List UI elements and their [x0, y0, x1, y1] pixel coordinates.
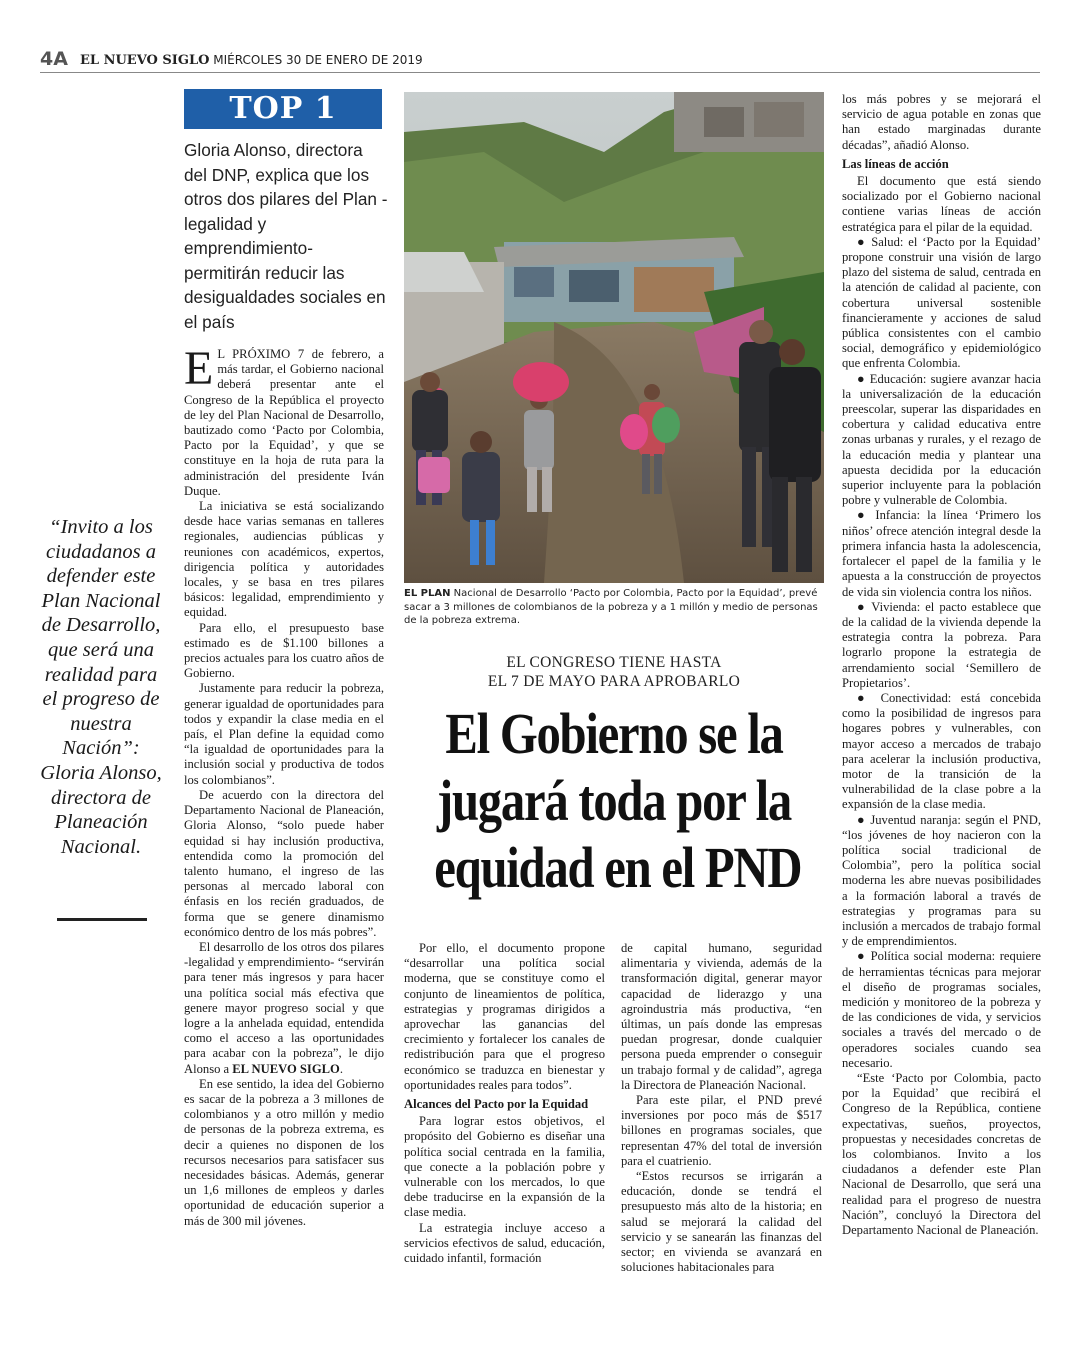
paragraph: Para ello, el presupuesto base estimado es de $1.100 billones a precios actuales para los cuatro años de Gobierno.: [184, 620, 384, 681]
bullet-item: ● Infancia: la línea ‘Primero los niños’ ofrece atención integral desde la primera infancia hasta la adolescencia, fortalecer el papel de la familia y le apuesta a la construcción de proyectos de vida sin violencia contra los niños.: [842, 508, 1041, 599]
subheading: Las líneas de acción: [842, 156, 949, 171]
header-rule: [40, 72, 1040, 73]
paragraph: El documento que está siendo socializado por el Gobierno nacional contiene varias líneas de acción estratégica para el pilar de la equidad.: [842, 174, 1041, 234]
photo-illustration: [404, 92, 824, 583]
article-column-2: [404, 941, 605, 1266]
headline-line: El Gobierno se la: [445, 701, 783, 766]
article-deck: Gloria Alonso, directora del DNP, explica que los otros dos pilares del Plan -legalidad y emprendimiento- permitirán reducir las desigualdades sociales en el país: [184, 140, 388, 332]
paragraph: los más pobres y se mejorará el servicio de agua potable en zonas que han estado marginadas durante décadas”, añadió Alonso.: [842, 92, 1041, 152]
issue-date: MIÉRCOLES 30 DE ENERO DE 2019: [213, 53, 423, 67]
pull-quote: “Invito a los ciudadanos a defender este Plan Nacional de Desarrollo, que será una realidad para el progreso de nuestra Nación”: Gloria Alonso, directora de Planeación Nacional.: [40, 516, 162, 858]
bullet-item: ● Juventud naranja: según el PND, “los jóvenes de hoy nacieron con la política social tradicional de Colombia”, pero la política social moderna les abre nuevas posibilidades a la formación laboral a través de estrategias y programas para su inclusión a mercados de trabajo formal y de emprendimientos.: [842, 812, 1041, 949]
paragraph: “Este ‘Pacto por Colombia, pacto por la Equidad’ que recibirá el Congreso de la República, contiene expectativas, sueños, proyectos, propuestas y necesidades concretas de los colombianos. Invito a los ciudadanos a defender este Plan Nacional de Desarrollo, que será una realidad para el progreso de nuestra Nación”, concluyó la Directora del Departamento Nacional de Planeación.: [842, 1071, 1041, 1238]
paragraph: de capital humano, seguridad alimentaria y vivienda, además de la transformación digital, generar mayor capacidad de liderazgo y una agroindustria más productiva, “en últimas, un país donde las empresas puedan progresar, donde cualquier persona pueda emprender o conseguir un trabajo formal y de calidad”, agrega la Directora de Planeación Nacional.: [621, 941, 822, 1092]
bullet-item: ● Educación: sugiere avanzar hacia la universalización de la educación preescolar, superar las disparidades en cobertura y calidad educativa entre zonas urbanas y rurales, y el rezago de la educación media y plantear una apuesta decidida por la educación superior incluyente para la población pobre y vulnerable de Colombia.: [842, 371, 1041, 508]
article-column-3: [621, 941, 822, 1275]
paragraph: En ese sentido, la idea del Gobierno es sacar de la pobreza a 3 millones de colombianos y a otro millón y medio de personas de la pobreza extrema, es decir a quienes no disponen de los recursos necesarios para satisfacer sus necesidades básicas. Además, generar un 1,6 millones de empleos y darles oportunidad de educación superior a más de 300 mil jóvenes.: [184, 1076, 384, 1228]
paragraph: Para este pilar, el PND prevé inversiones por poco más de $517 billones en programas sociales, que representan 47% del total de inversión para el cuatrienio.: [621, 1093, 822, 1168]
page-header: [40, 48, 1040, 74]
headline-line: equidad en el PND: [434, 835, 802, 900]
paragraph: “Estos recursos se irrigarán a educación, donde se tendrá el presupuesto más alto de la historia; en salud se mejorará la calidad del servicio y se sanearán las finanzas del sector; en vivienda se avanzará en soluciones habitacionales para: [621, 1169, 822, 1275]
page-number: 4A: [40, 48, 68, 70]
kicker-line: EL 7 DE MAYO PARA APROBARLO: [487, 672, 741, 690]
article-column-1: [184, 342, 384, 1229]
masthead: [80, 53, 423, 68]
caption-text: Nacional de Desarrollo ‘Pacto por Colombia, Pacto por la Equidad’, prevé sacar a 3 millones de colombianos de la pobreza y a 1 millón y medio de personas de la pobreza extrema.: [404, 588, 818, 626]
kicker-line: EL CONGRESO TIENE HASTA: [506, 654, 722, 671]
article-headline: [434, 700, 802, 901]
paragraph: La estrategia incluye acceso a servicios efectivos de salud, educación, cuidado infantil, formación: [404, 1220, 605, 1266]
paragraph: Para lograr estos objetivos, el propósito del Gobierno es diseñar una política social centrada en la familia, que conecte a la población pobre y vulnerable con los mercados, lo que debe traducirse en la expansión de la clase media.: [404, 1114, 605, 1220]
bullet-item: ● Salud: el ‘Pacto por la Equidad’ propone construir una visión de largo plazo del sistema de salud, centrada en la atención de calidad al paciente, con cobertura universal sostenible financieramente y acciones de salud pública consistentes con el cambio social, demográfico y epidemiológico que enfrenta Colombia.: [842, 234, 1041, 371]
paragraph: [184, 342, 384, 499]
drop-cap: E: [184, 342, 214, 395]
newspaper-name: EL NUEVO SIGLO: [80, 53, 210, 68]
pull-quote-rule: [57, 918, 147, 921]
subheading: Alcances del Pacto por la Equidad: [404, 1097, 589, 1112]
photo-caption: [404, 587, 824, 628]
paragraph: Justamente para reducir la pobreza, generar igualdad de oportunidades para todos y expandir la clase media en el país, el Plan define la equidad como “la igualdad de oportunidades para la inclusión social y productiva de todos los colombianos”.: [184, 681, 384, 787]
bullet-item: ● Vivienda: el pacto establece que de la calidad de la vivienda depende la estrategia contra la pobreza. Para lograrlo propone la estrategia de arrendamiento social ‘Semillero de Propietarios’.: [842, 599, 1041, 690]
newspaper-mention: EL NUEVO SIGLO: [232, 1061, 340, 1076]
paragraph: De acuerdo con la directora del Departamento Nacional de Planeación, Gloria Alonso, “solo puede haber equidad si hay inclusión productiva, entendida como la promoción del talento humano, el ingreso de las personas al mercado laboral con énfasis en los recién graduados, de forma que se genere dinamismo económico dentro de los más pobres”.: [184, 787, 384, 939]
paragraph: La iniciativa se está socializando desde hace varias semanas en talleres regionales, audiencias públicas y reuniones con académicos, expertos, dirigencia política y autoridades locales, y se basa en tres pilares básicos: legalidad, emprendimiento y equidad.: [184, 499, 384, 620]
bullet-item: ● Política social moderna: requiere de herramientas técnicas para mejorar el diseño de programas sociales, medición y monitoreo de la pobreza y de las condiciones de vida, y servicios sociales a través del mercado o de operadores sociales cuando sea necesario.: [842, 949, 1041, 1070]
caption-lead: EL PLAN: [404, 588, 451, 599]
bullet-item: ● Conectividad: está concebida como la posibilidad de ingresos para hogares pobres y vulnerables, con mayor acceso a mercados de trabajo para acelerar la inclusión productiva, motor de la transición de la vulnerabilidad de la clase pobre a la expansión de la clase media.: [842, 690, 1041, 812]
article-photo: [404, 92, 824, 583]
headline-line: jugará toda por la: [436, 768, 792, 833]
paragraph-text: L PRÓXIMO 7 de febrero, a más tardar, el Gobierno nacional deberá presentar ante el Congreso de la República el proyecto de ley del Plan Nacional de Desarrollo, bautizado como ‘Pacto por Colombia, Pacto por la Equidad’, y que se constituye en la hoja de ruta para la administración del presidente Iván Duque.: [184, 347, 384, 498]
paragraph: El desarrollo de los otros dos pilares -legalidad y emprendimiento- “servirán para tener más ingresos y para hacer una política social más efectiva que genere mayor progreso social y que logre a la anhelada equidad, entendida como el acceso a las oportunidades para acabar con la pobreza”, le dijo Alonso a EL NUEVO SIGLO.: [184, 939, 384, 1076]
article-column-4: [842, 92, 1041, 1238]
top-label-box: TOP 1: [184, 89, 382, 129]
paragraph-text: El desarrollo de los otros dos pilares -legalidad y emprendimiento- “servirán para tener más ingresos y para hacer una política social más efectiva que genere mayor progreso social y que logre a la anhelada equidad, entendida como el acceso a las oportunidades para acabar con la pobreza”, le dijo Alonso a: [184, 939, 384, 1076]
headline-kicker: [404, 654, 824, 691]
paragraph: Por ello, el documento propone “desarrollar una política social moderna, que se constituye como el conjunto de lineamientos de política, estrategias y programas dirigidos a aprovechar las ganancias del crecimiento y fortalecer los canales de redistribución para que el progreso económico se traduzca en bienestar y oportunidades reales para todos”.: [404, 941, 605, 1092]
